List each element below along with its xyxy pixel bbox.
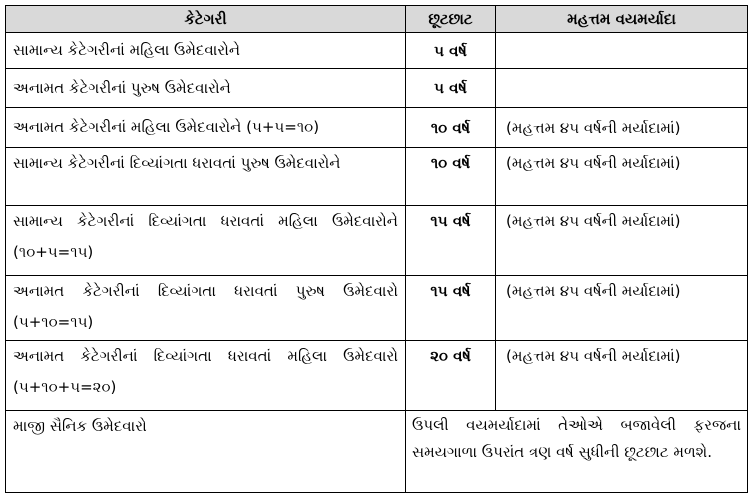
max-age-cell: (મહત્તમ ૪૫ વર્ષની મર્યાદામાં) [496,206,748,276]
relaxation-cell: ૨૦ વર્ષ [406,341,496,411]
category-cell: માજી સૈનિક ઉમેદવારો [6,411,406,493]
table-row [6,276,748,341]
relaxation-cell: ૧૫ વર્ષ [406,206,496,276]
table-row [6,108,748,148]
header-category: કેટેગરી [6,6,406,33]
table-row [6,69,748,108]
max-age-cell: (મહત્તમ ૪૫ વર્ષની મર્યાદામાં) [496,148,748,206]
header-max-age: મહત્તમ વયમર્યાદા [496,6,748,33]
table-row [6,148,748,206]
ex-servicemen-note-cell: ઉપલી વયમર્યાદામાં તેઓએ બજાવેલી ફરજના સમયગાળા ઉપરાંત ત્રણ વર્ષ સુધીની છૂટછાટ મળશે. [406,411,748,493]
category-cell: અનામત કેટેગરીનાં મહિલા ઉમેદવારોને (૫+૫=૧૦) [6,108,406,148]
table-row [6,206,748,276]
category-cell: અનામત કેટેગરીનાં દિવ્યાંગતા ધરાવતાં મહિલા ઉમેદવારો (૫+૧૦+૫=૨૦) [6,341,406,411]
max-age-cell: (મહત્તમ ૪૫ વર્ષની મર્યાદામાં) [496,276,748,341]
category-cell: અનામત કેટેગરીનાં પુરુષ ઉમેદવારોને [6,69,406,108]
category-cell: સામાન્ય કેટેગરીનાં દિવ્યાંગતા ધરાવતાં મહિલા ઉમેદવારોને (૧૦+૫=૧૫) [6,206,406,276]
age-relaxation-table [5,5,748,493]
max-age-cell: (મહત્તમ ૪૫ વર્ષની મર્યાદામાં) [496,341,748,411]
relaxation-cell: ૧૦ વર્ષ [406,108,496,148]
category-cell: અનામત કેટેગરીનાં દિવ્યાંગતા ધરાવતાં પુરુષ ઉમેદવારો (૫+૧૦=૧૫) [6,276,406,341]
relaxation-cell: ૧૫ વર્ષ [406,276,496,341]
max-age-cell [496,69,748,108]
max-age-cell [496,33,748,69]
max-age-cell: (મહત્તમ ૪૫ વર્ષની મર્યાદામાં) [496,108,748,148]
table-header-row [6,6,748,33]
relaxation-cell: ૫ વર્ષ [406,69,496,108]
relaxation-cell: ૧૦ વર્ષ [406,148,496,206]
relaxation-cell: ૫ વર્ષ [406,33,496,69]
category-cell: સામાન્ય કેટેગરીનાં મહિલા ઉમેદવારોને [6,33,406,69]
table-row [6,341,748,411]
table-row [6,33,748,69]
category-cell: સામાન્ય કેટેગરીનાં દિવ્યાંગતા ધરાવતાં પુરુષ ઉમેદવારોને [6,148,406,206]
table-row [6,411,748,493]
header-relaxation: છૂટછાટ [406,6,496,33]
